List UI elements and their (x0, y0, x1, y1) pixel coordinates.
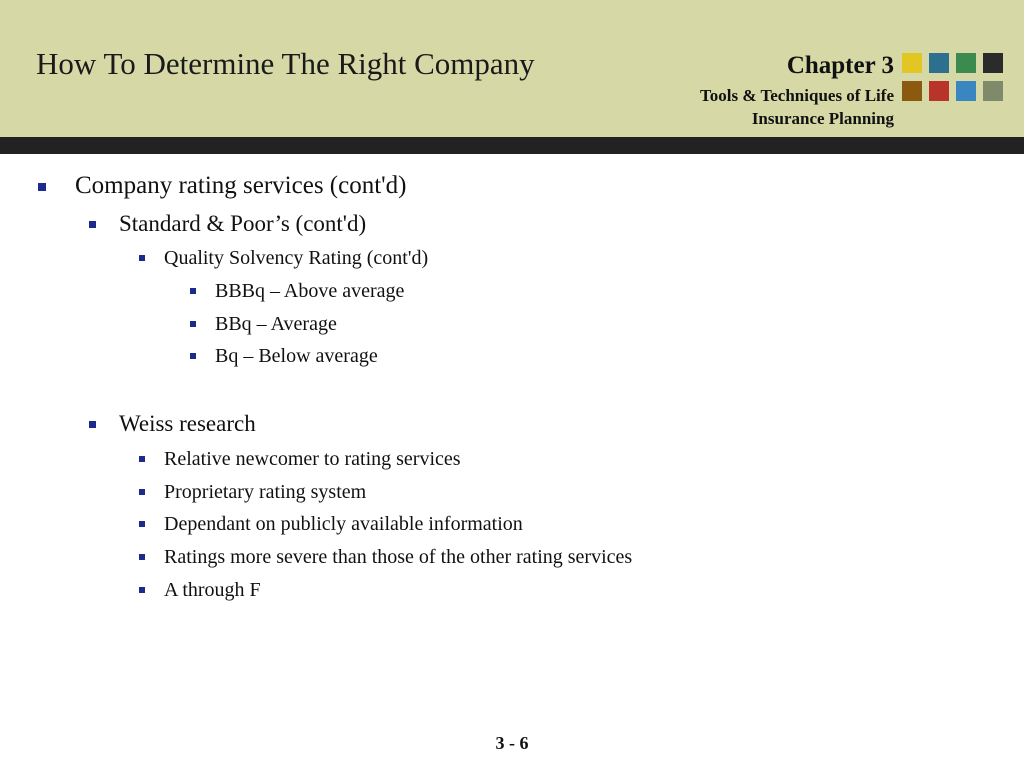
bullet-text: Relative newcomer to rating services (164, 448, 461, 470)
bullet-text: A through F (164, 579, 261, 601)
bullet-level-1 (75, 172, 407, 200)
color-swatch (956, 81, 976, 101)
bullet-level-4 (215, 345, 378, 368)
bullet-text: Proprietary rating system (164, 481, 367, 503)
bullet-level-3 (164, 481, 366, 504)
bullet-text: Bq – Below average (215, 345, 378, 367)
bullet-text: BBq – Average (215, 313, 337, 335)
chapter-subtitle (700, 84, 894, 130)
square-bullet-icon (139, 554, 145, 560)
bullet-text: Ratings more severe than those of the other rating services (164, 546, 633, 568)
color-swatch (983, 53, 1003, 73)
square-bullet-icon (139, 489, 145, 495)
chapter-label: Chapter 3 (786, 52, 894, 79)
bullet-level-3 (164, 579, 261, 602)
color-swatch (902, 81, 922, 101)
square-bullet-icon (38, 183, 46, 191)
slide-header (0, 0, 1024, 137)
subtitle-line-2: Insurance Planning (751, 109, 894, 128)
bullet-text: Standard & Poor’s (cont'd) (119, 211, 367, 236)
bullet-level-3 (164, 448, 461, 471)
square-bullet-icon (139, 255, 145, 261)
square-bullet-icon (190, 321, 196, 327)
bullet-text: Weiss research (119, 411, 256, 436)
bullet-level-2 (119, 211, 366, 237)
color-swatch (929, 53, 949, 73)
color-swatch (983, 81, 1003, 101)
bullet-level-4 (215, 313, 337, 336)
color-swatch (902, 53, 922, 73)
bullet-text: Quality Solvency Rating (cont'd) (164, 247, 429, 269)
bullet-text: Dependant on publicly available information (164, 513, 523, 535)
square-bullet-icon (139, 456, 145, 462)
square-bullet-icon (89, 421, 96, 428)
page-number: 3 - 6 (495, 733, 529, 753)
bullet-level-2 (119, 411, 256, 437)
subtitle-line-1: Tools & Techniques of Life (700, 86, 894, 105)
square-bullet-icon (190, 288, 196, 294)
square-bullet-icon (139, 521, 145, 527)
square-bullet-icon (89, 221, 96, 228)
bullet-level-3 (164, 247, 428, 270)
square-bullet-icon (139, 587, 145, 593)
bullet-level-3 (164, 513, 523, 536)
bullet-level-4 (215, 280, 404, 303)
square-bullet-icon (190, 353, 196, 359)
bullet-level-3 (164, 546, 632, 569)
bullet-text: Company rating services (cont'd) (75, 172, 407, 199)
bullet-text: BBBq – Above average (215, 280, 405, 302)
slide-title: How To Determine The Right Company (36, 46, 535, 81)
color-swatch (956, 53, 976, 73)
header-divider-bar (0, 137, 1024, 154)
color-swatch (929, 81, 949, 101)
